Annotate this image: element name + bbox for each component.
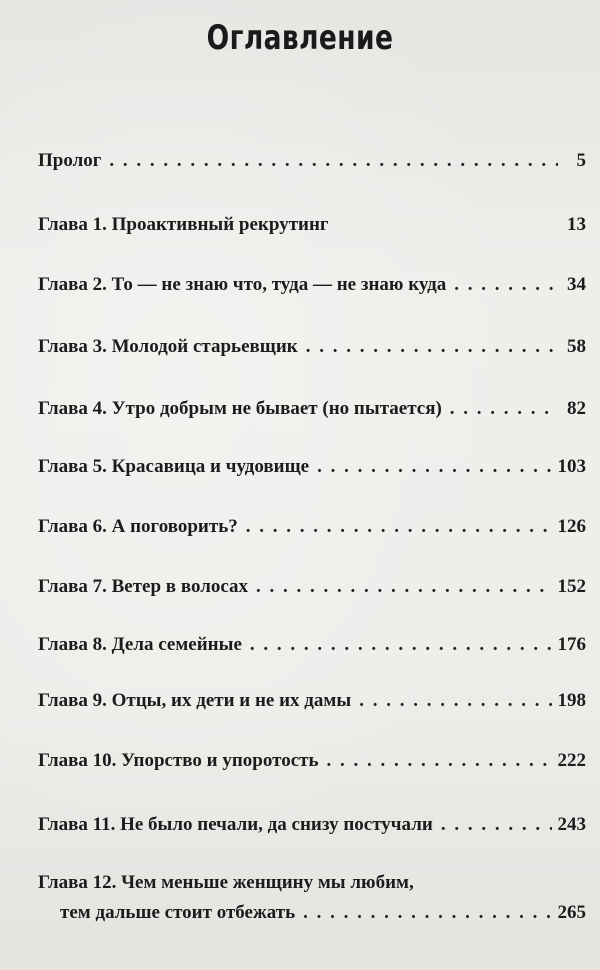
toc-entry-page: 152 [557, 576, 586, 597]
dot-leader [256, 576, 551, 598]
toc-entry-page: 198 [557, 690, 586, 711]
dot-leader [109, 150, 558, 172]
toc-entry-page: 34 [567, 274, 586, 295]
toc-entry-label: Глава 3. Молодой старьевщик [38, 336, 298, 357]
toc-entry-page: 58 [567, 336, 586, 357]
toc-entry-label: Глава 9. Отцы, их дети и не их дамы [38, 690, 352, 711]
toc-entry-label: Глава 1. Проактивный рекрутинг [38, 214, 329, 235]
toc-entry-page: 82 [567, 398, 586, 419]
toc-entry-chapter-8 [38, 634, 586, 660]
dot-leader [454, 274, 558, 296]
toc-entry-page: 243 [557, 814, 586, 835]
dot-leader [450, 398, 558, 420]
toc-entry-chapter-11 [38, 814, 586, 840]
toc-entry-page: 176 [557, 634, 586, 655]
toc-entry-page: 265 [557, 902, 586, 923]
page-title: Оглавление [206, 18, 394, 58]
dot-leader [250, 634, 552, 656]
toc-entry-page: 13 [567, 214, 586, 235]
toc-entry-label-line-1: Глава 12. Чем меньше женщину мы любим, [38, 872, 414, 893]
toc-entry-label: Глава 10. Упорство и упоротость [38, 750, 319, 771]
toc-entry-line-2 [60, 902, 586, 928]
toc-entry-label-line-2: тем дальше стоит отбежать [60, 902, 296, 923]
toc-entry-chapter-9 [38, 690, 586, 716]
toc-entry-chapter-6 [38, 516, 586, 542]
dot-leader [327, 750, 552, 772]
toc-entry-chapter-5 [38, 456, 586, 482]
toc-entry-chapter-3 [38, 336, 586, 362]
toc-entry-chapter-2 [38, 274, 586, 300]
toc-entry-page: 126 [557, 516, 586, 537]
toc-entry-label: Глава 8. Дела семейные [38, 634, 242, 655]
toc-entry-label: Глава 4. Утро добрым не бывает (но пытается) [38, 398, 442, 419]
toc-entry-page: 222 [557, 750, 586, 771]
toc-entry-label: Пролог [38, 150, 102, 171]
toc-entry-label: Глава 6. А поговорить? [38, 516, 238, 537]
toc-entry-chapter-10 [38, 750, 586, 776]
dot-leader [359, 690, 551, 712]
toc-entry-label: Глава 11. Не было печали, да снизу постучали [38, 814, 433, 835]
dot-leader [317, 456, 551, 478]
toc-entry-chapter-4 [38, 398, 586, 424]
toc-entry-page: 5 [576, 150, 586, 171]
dot-leader [303, 902, 551, 924]
toc-entry-label: Глава 2. То — не знаю что, туда — не знаю куда [38, 274, 447, 295]
toc-entry-label: Глава 5. Красавица и чудовище [38, 456, 310, 477]
toc-entry-chapter-1 [38, 214, 586, 240]
toc-entry-label: Глава 7. Ветер в волосах [38, 576, 249, 597]
dot-leader [441, 814, 552, 836]
dot-leader [246, 516, 552, 538]
toc-entry-page: 103 [557, 456, 586, 477]
toc-entry-chapter-7 [38, 576, 586, 602]
toc-entry-prologue [38, 150, 586, 176]
dot-leader [306, 336, 558, 358]
